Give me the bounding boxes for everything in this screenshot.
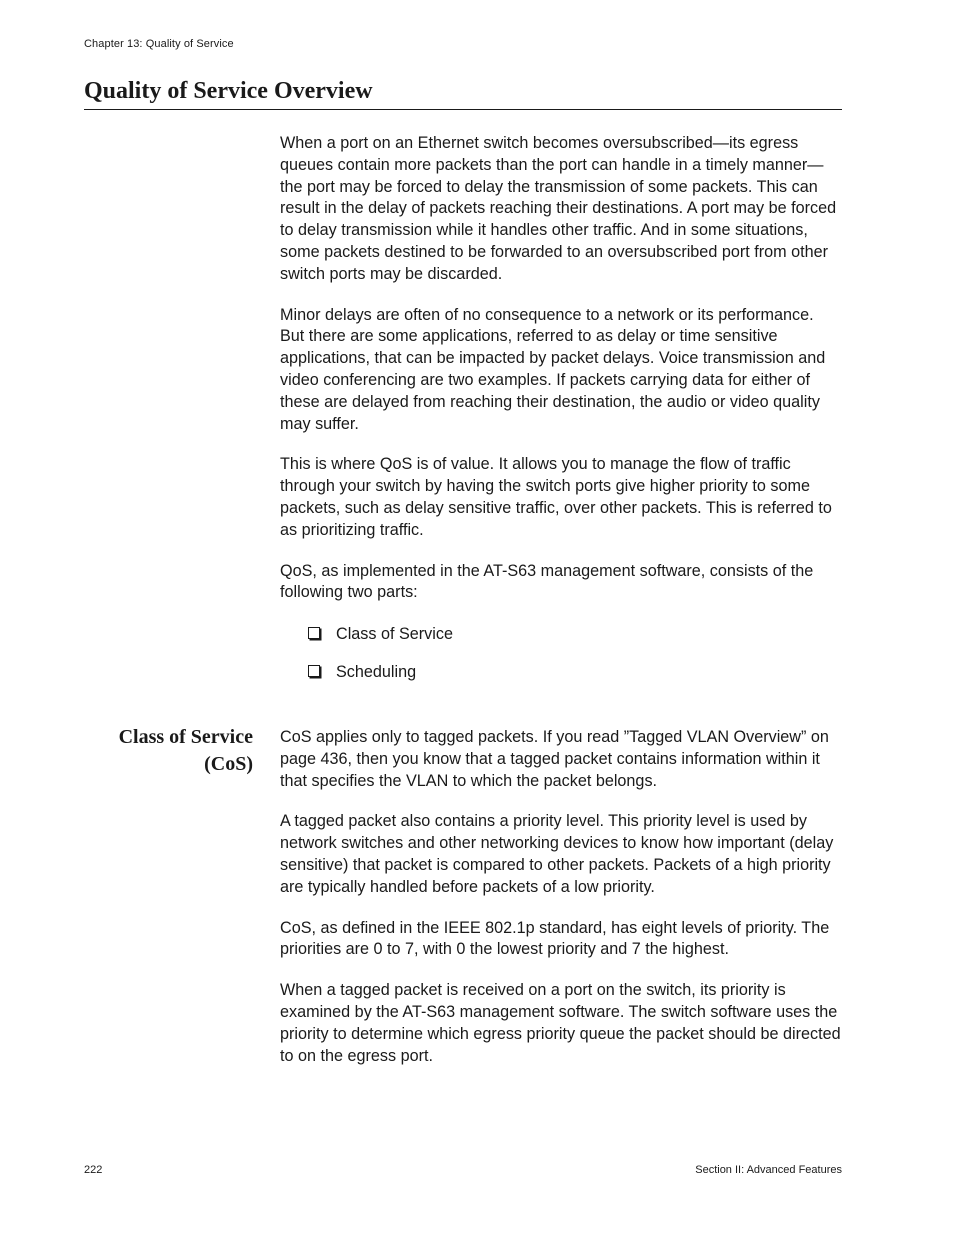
overview-paragraph-4: QoS, as implemented in the AT-S63 management software, consists of the following two parts: — [280, 561, 814, 602]
section-heading-line-2: (CoS) — [204, 753, 253, 775]
cos-paragraph-2: A tagged packet also contains a priority level. This priority level is used by network switches and other networking devices to know how important (delay sensitive) that packet is compared to other packets. Packets of a high priority are typically handled before packets of a low priority. — [280, 812, 834, 896]
page-title: Quality of Service Overview — [84, 76, 842, 110]
checkbox-bullet-icon — [308, 665, 320, 677]
footer-section: Section II: Advanced Features — [695, 1164, 842, 1176]
checkbox-bullet-icon — [308, 627, 320, 639]
overview-paragraph-1: When a port on an Ethernet switch becomes oversubscribed—its egress queues contain more packets than the port can handle in a timely manner—the port may be forced to delay the transmission of some packets. This can result in the delay of packets reaching their destinations. A port may be forced to delay transmission while it handles other traffic. And in some situations, some packets destined to be forwarded to an oversubscribed port from other switch ports may be discarded. — [280, 134, 837, 283]
list-item-label: Scheduling — [336, 663, 417, 682]
cos-paragraph-4: When a tagged packet is received on a port on the switch, its priority is examined by the AT-S63 management software. The switch software uses the priority to determine which egress priority queue the packet should be directed to on the egress port. — [280, 981, 841, 1065]
list-item-label: Class of Service — [336, 625, 453, 644]
footer-page-number: 222 — [84, 1164, 103, 1176]
cos-paragraph-1: CoS applies only to tagged packets. If you read ”Tagged VLAN Overview” on page 436, then you know that a tagged packet contains information within it that specifies the VLAN to which the packet belongs. — [280, 728, 829, 790]
cos-body — [280, 727, 842, 1086]
overview-body — [280, 133, 842, 699]
running-head: Chapter 13: Quality of Service — [84, 38, 234, 50]
section-heading-cos — [84, 724, 253, 778]
overview-paragraph-3: This is where QoS is of value. It allows you to manage the flow of traffic through your switch by having the switch ports give higher priority to some packets, such as delay sensitive traffic, over other packets. This is referred to as prioritizing traffic. — [280, 455, 832, 539]
qos-parts-list — [280, 623, 842, 683]
overview-paragraph-2: Minor delays are often of no consequence to a network or its performance. But there are some applications, referred to as delay or time sensitive applications, that can be impacted by packet delays. Voice transmission and video conferencing are two examples. If packets carrying data for either of these are delayed from reaching their destination, the audio or video quality may suffer. — [280, 305, 826, 433]
cos-paragraph-3: CoS, as defined in the IEEE 802.1p standard, has eight levels of priority. The priorities are 0 to 7, with 0 the lowest priority and 7 the highest. — [280, 918, 830, 959]
section-heading-line-1: Class of Service — [118, 726, 253, 748]
list-item — [308, 661, 842, 683]
list-item — [308, 623, 842, 645]
